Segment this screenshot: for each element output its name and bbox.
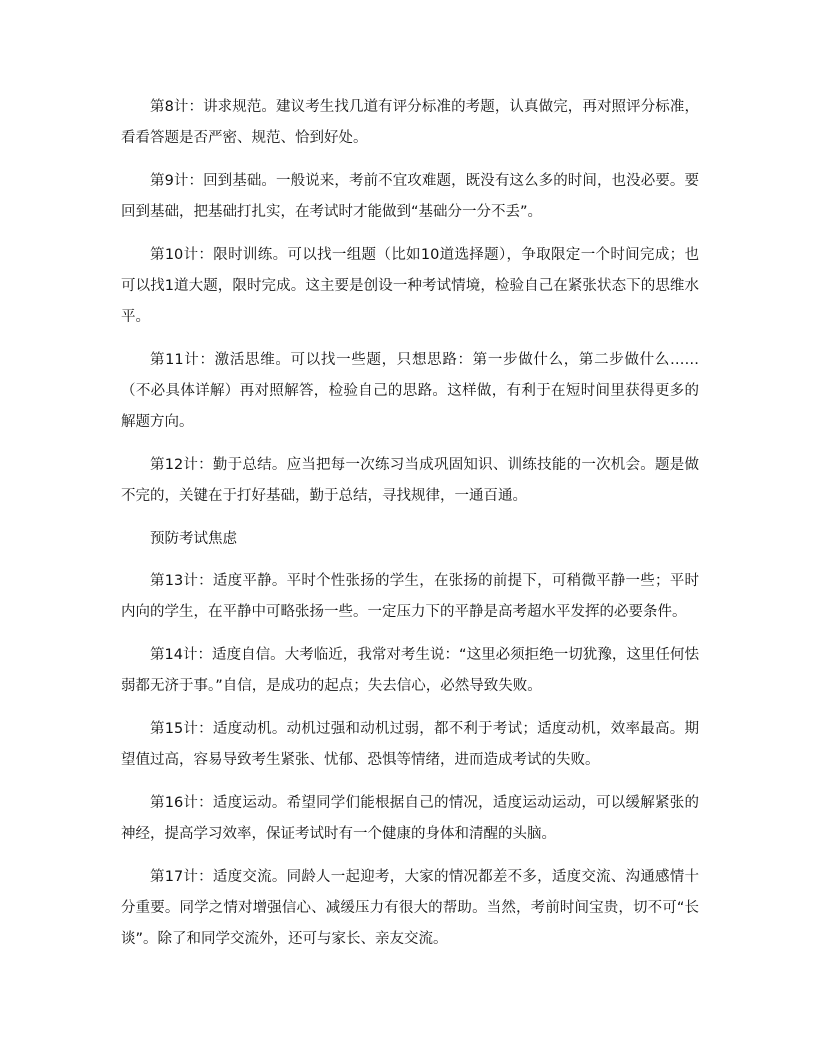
section-heading: 预防考试焦虑 [150, 531, 237, 547]
tip-11-paragraph: 第11计：激活思维。可以找一些题，只想思路：第一步做什么，第二步做什么……（不必具体详解）再对照解答，检验自己的思路。这样做，有利于在短时间里获得更多的解题方向。 [121, 352, 699, 430]
tip-8-paragraph: 第8计：讲求规范。建议考生找几道有评分标准的考题，认真做完，再对照评分标准，看看答题是否严密、规范、恰到好处。 [121, 99, 699, 146]
document-body [121, 92, 699, 967]
tip-14-paragraph: 第14计：适度自信。大考临近，我常对考生说：“这里必须拒绝一切犹豫，这里任何怯弱都无济于事。”自信，是成功的起点；失去信心，必然导致失败。 [121, 647, 699, 694]
tip-17-paragraph: 第17计：适度交流。同龄人一起迎考，大家的情况都差不多，适度交流、沟通感情十分重要。同学之情对增强信心、减缓压力有很大的帮助。当然，考前时间宝贵，切不可“长谈”。除了和同学交流外，还可与家长、亲友交流。 [121, 869, 699, 947]
tip-9-paragraph: 第9计：回到基础。一般说来，考前不宜攻难题，既没有这么多的时间，也没必要。要回到基础，把基础打扎实，在考试时才能做到“基础分一分不丢”。 [121, 173, 699, 220]
tip-12-paragraph: 第12计：勤于总结。应当把每一次练习当成巩固知识、训练技能的一次机会。题是做不完的，关键在于打好基础，勤于总结，寻找规律，一通百通。 [121, 457, 699, 504]
tip-13-paragraph: 第13计：适度平静。平时个性张扬的学生，在张扬的前提下，可稍微平静一些；平时内向的学生，在平静中可略张扬一些。一定压力下的平静是高考超水平发挥的必要条件。 [121, 573, 699, 620]
tip-16-paragraph: 第16计：适度运动。希望同学们能根据自己的情况，适度运动运动，可以缓解紧张的神经，提高学习效率，保证考试时有一个健康的身体和清醒的头脑。 [121, 795, 699, 842]
tip-15-paragraph: 第15计：适度动机。动机过强和动机过弱，都不利于考试；适度动机，效率最高。期望值过高，容易导致考生紧张、忧郁、恐惧等情绪，进而造成考试的失败。 [121, 721, 699, 768]
tip-10-paragraph: 第10计：限时训练。可以找一组题（比如10道选择题），争取限定一个时间完成；也可以找1道大题，限时完成。这主要是创设一种考试情境，检验自己在紧张状态下的思维水平。 [121, 247, 699, 325]
